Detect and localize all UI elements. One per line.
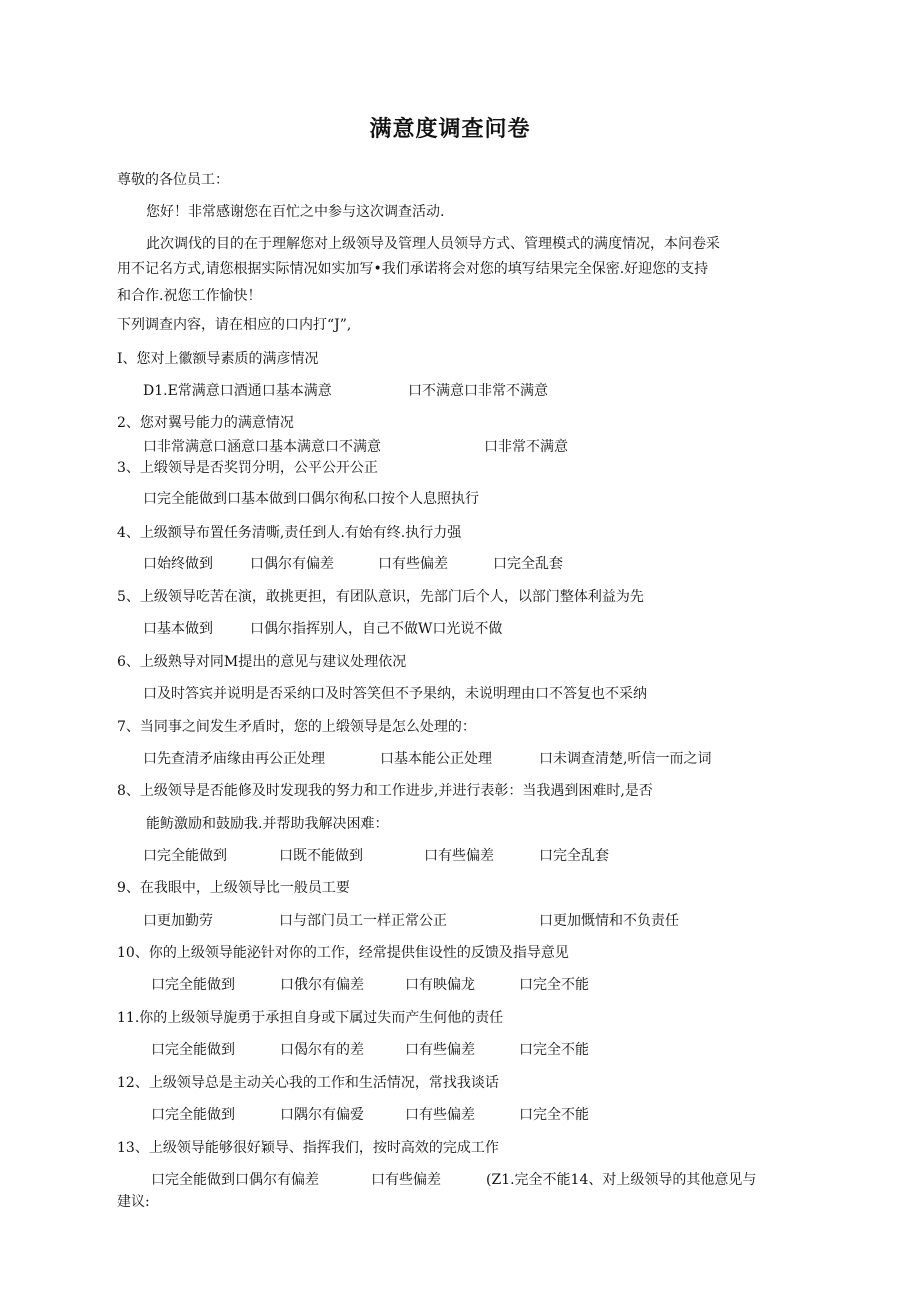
option-checkbox[interactable]: (Z1.完全不能14、对上级领导的其他意见与 — [486, 1172, 757, 1188]
option-checkbox[interactable]: 口完全能做到 — [151, 977, 235, 993]
option-checkbox[interactable]: 口偈尔有的差 — [280, 1042, 364, 1058]
salutation: 尊敬的各位员工： — [117, 172, 229, 188]
option-checkbox[interactable]: 口完全乱套 — [539, 848, 609, 864]
question-1: I、您对上徽额导素质的满彦情况 — [117, 351, 319, 367]
option-checkbox[interactable]: 口更加慨情和不负责任 — [539, 913, 679, 929]
option-checkbox[interactable]: 口完全不能 — [519, 1042, 589, 1058]
question-8-continued: 能鲂激励和鼓励我.并帮助我解决困难： — [146, 816, 389, 832]
question-11: 11.你的上级领导旎勇于承担自身或下属过失而产生何他的责任 — [117, 1010, 504, 1026]
question-2: 2、您对翼号能力的满意情况 — [117, 415, 294, 431]
option-checkbox[interactable]: 口完全能做到口基本做到口偶尔徇私口按个人息照执行 — [143, 491, 479, 507]
option-checkbox[interactable]: 口基本能公正处理 — [380, 751, 492, 767]
option-checkbox[interactable]: 口偶尔指挥别人，自己不做W口光说不做 — [250, 621, 503, 637]
option-checkbox[interactable]: 口不满意口非常不满意 — [408, 383, 548, 399]
option-checkbox[interactable]: 口完全能做到 — [151, 1042, 235, 1058]
option-checkbox[interactable]: 口基本做到 — [143, 621, 213, 637]
option-checkbox[interactable]: 口完全能做到 — [143, 848, 227, 864]
question-12: 12、上级领导总是主动关心我的工作和生活情况，常找我谈话 — [117, 1075, 499, 1091]
question-13: 13、上级领导能够很好颖导、指挥我们，按时高效的完成工作 — [117, 1140, 499, 1156]
question-4: 4、上级额导布置任务清嘶,责任到人.有始有终.执行力强 — [117, 525, 462, 541]
option-checkbox[interactable]: 口完全能做到 — [151, 1107, 235, 1123]
option-checkbox[interactable]: 口非常不满意 — [484, 439, 568, 455]
option-checkbox[interactable]: 口更加勤劳 — [143, 913, 213, 929]
option-checkbox[interactable]: 口非常满意口涵意口基本满意口不满意 — [143, 439, 381, 455]
option-checkbox[interactable]: 口完全乱套 — [493, 556, 563, 572]
instruction: 下列调查内容，请在相应的口内打“J”, — [117, 317, 352, 333]
option-checkbox[interactable]: 口先查清矛庙缘由再公正处理 — [143, 751, 325, 767]
option-checkbox[interactable]: 口有些偏差 — [371, 1172, 441, 1188]
question-10: 10、你的上级领导能泌针对你的工作，经常提供隹设性的反馈及指导意见 — [117, 945, 569, 961]
question-7: 7、当同事之间发生矛盾时，您的上缎领导是怎么处理的： — [117, 719, 476, 735]
option-checkbox[interactable]: 口有些偏差 — [378, 556, 448, 572]
option-checkbox[interactable]: 口既不能做到 — [279, 848, 363, 864]
question-9: 9、在我眼中，上级领导比一般员工要 — [117, 880, 350, 896]
option-checkbox[interactable]: 口俄尔有偏差 — [280, 977, 364, 993]
option-checkbox[interactable]: 口及时答宾并说明是否采纳口及时答笑但不予果纳，未说明理由口不答复也不采纳 — [143, 686, 647, 702]
option-checkbox[interactable]: 口未调查清楚,听信一而之词 — [539, 751, 712, 767]
option-checkbox[interactable]: 口有些偏差 — [405, 1042, 475, 1058]
option-checkbox[interactable]: 口隅尔有偏爱 — [280, 1107, 364, 1123]
option-checkbox[interactable]: 口始终做到 — [143, 556, 213, 572]
intro-paragraph-2-line-3: 和合作.祝您工作愉快！ — [117, 288, 262, 304]
question-6: 6、上级熟导对同M提出的意见与建议处理依况 — [117, 654, 407, 670]
question-8: 8、上级领导是否能修及时发现我的努力和工作进步,并进行表彰：当我遇到困难时,是否 — [117, 783, 653, 799]
option-checkbox[interactable]: 口偶尔有偏差 — [250, 556, 334, 572]
option-checkbox[interactable]: 口与部门员工一样正常公正 — [279, 913, 447, 929]
page-title: 满意度调查问卷 — [369, 117, 531, 142]
intro-paragraph-2-line-1: 此次调伐的目的在于理解您对上级领导及管理人员领导方式、管理模式的满度情况，本问卷采 — [146, 236, 720, 252]
suggestions-label: 建议: — [117, 1194, 150, 1210]
option-checkbox[interactable]: 口完全不能 — [519, 1107, 589, 1123]
option-checkbox[interactable]: 口有些偏差 — [424, 848, 494, 864]
intro-paragraph-2-line-2: 用不记名方式,请您根据实际情况如实加写•我们承诺将会对您的填写结果完全保密.好迎您的支持 — [117, 261, 709, 277]
option-checkbox[interactable]: 口完全不能 — [519, 977, 589, 993]
question-3: 3、上缎领导是否奖罚分明，公平公开公正 — [117, 460, 378, 476]
option-checkbox[interactable]: D1.E常满意口酒通口基本满意 — [143, 383, 332, 399]
option-checkbox[interactable]: 口有映偏龙 — [405, 977, 475, 993]
option-checkbox[interactable]: 口有些偏差 — [405, 1107, 475, 1123]
option-checkbox[interactable]: 口完全能做到口偶尔有偏差 — [151, 1172, 319, 1188]
question-5: 5、上级领导吃苦在演，敢挑更担，有团队意识，先部门后个人，以部门整体利益为先 — [117, 589, 644, 605]
intro-paragraph-1: 您好！非常感谢您在百忙之中参与这次调查活动. — [146, 204, 445, 220]
